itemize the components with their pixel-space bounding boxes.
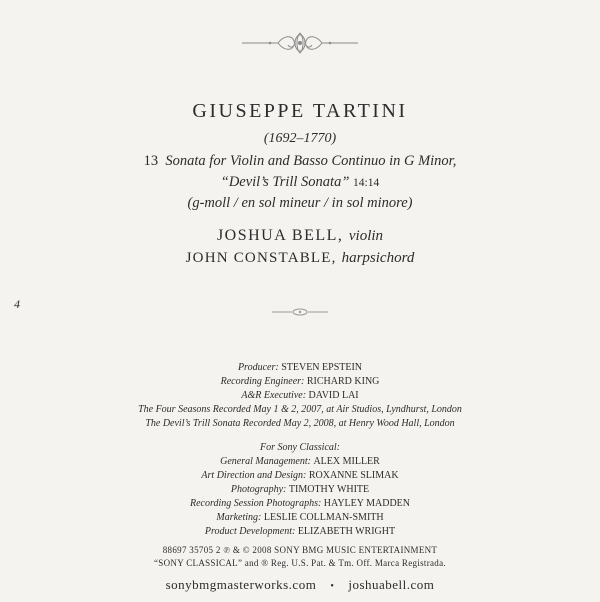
performer-harpsichord: JOHN CONSTABLE, harpsichord: [185, 250, 415, 266]
track-subtitle: “Devil’s Trill Sonata”: [220, 174, 350, 190]
credit-producer: Producer: STEVEN EPSTEIN: [237, 362, 363, 373]
credit-art-direction: Art Direction and Design: ROXANNE SLIMAK: [201, 470, 399, 481]
composer-name: GIUSEPPE TARTINI: [192, 100, 408, 122]
performer-role: harpsichord: [341, 250, 415, 266]
credit-product-development: Product Development: ELIZABETH WRIGHT: [204, 526, 396, 537]
track-title-line2: [0, 174, 600, 191]
track-alt-titles: (g-moll / en sol mineur / in sol minore): [187, 195, 413, 211]
credit-sony-heading: For Sony Classical:: [260, 442, 340, 453]
performer-role: violin: [348, 228, 384, 244]
credit-engineer: Recording Engineer: RICHARD KING: [220, 376, 380, 387]
bullet-separator-icon: •: [330, 581, 335, 592]
track-title-line1: [0, 153, 600, 170]
page-number: 4: [14, 297, 20, 311]
credit-ar-executive: A&R Executive: DAVID LAI: [241, 390, 359, 401]
performer-violin: JOSHUA BELL, violin: [216, 227, 384, 244]
website-link-sonybmg[interactable]: sonybmgmasterworks.com: [165, 577, 317, 592]
copyright-line: 88697 35705 2 ℗ & © 2008 SONY BMG MUSIC ENTERTAINMENT: [162, 545, 438, 555]
flourish-ornament-icon: [0, 30, 600, 56]
track-title: Sonata for Violin and Basso Continuo in G Minor,: [165, 153, 457, 169]
trademark-line: “SONY CLASSICAL” and ® Reg. U.S. Pat. & Tm. Off. Marca Registrada.: [154, 558, 446, 568]
website-link-joshuabell[interactable]: joshuabell.com: [348, 577, 435, 592]
credit-photography: Photography: TIMOTHY WHITE: [230, 484, 370, 495]
credit-session-photographs: Recording Session Photographs: HAYLEY MADDEN: [190, 498, 410, 509]
track-number: 13: [143, 153, 159, 169]
composer-dates: (1692–1770): [263, 131, 337, 146]
credit-four-seasons-recording: The Four Seasons Recorded May 1 & 2, 2007, at Air Studios, Lyndhurst, London: [138, 404, 462, 415]
divider-ornament-icon: [0, 306, 600, 318]
performer-name: JOSHUA BELL: [216, 227, 338, 244]
track-duration: 14:14: [353, 177, 380, 189]
website-links: [0, 577, 600, 593]
credit-marketing: Marketing: LESLIE COLLMAN-SMITH: [216, 512, 384, 523]
credit-devils-trill-recording: The Devil’s Trill Sonata Recorded May 2, 2008, at Henry Wood Hall, London: [145, 418, 455, 429]
credit-general-management: General Management: ALEX MILLER: [220, 456, 380, 467]
performer-name: JOHN CONSTABLE: [185, 250, 332, 266]
